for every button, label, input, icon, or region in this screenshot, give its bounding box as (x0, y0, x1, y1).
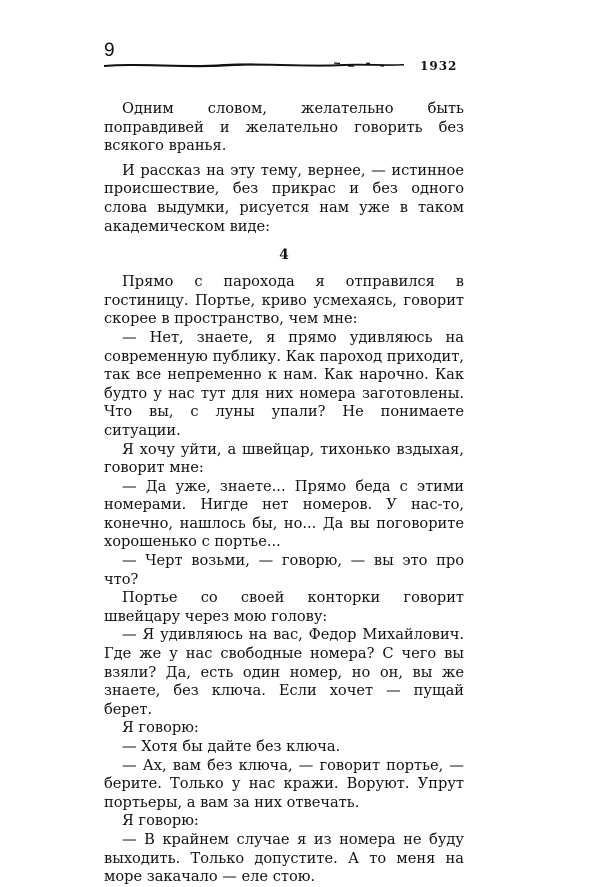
dialogue-line: — Да уже, знаете... Прямо беда с этими номерами. Нигде нет номеров. У нас-то, конечно, нашлось бы, но... Да вы поговорите хорошенько с портье... (104, 477, 464, 551)
header-rule (104, 60, 404, 70)
dialogue-line: — В крайнем случае я из номера не буду выходить. Только допустите. А то меня на море закачало — еле стою. (104, 830, 464, 886)
dialogue-line: — Ах, вам без ключа, — говорит портье, — берите. Только у нас кражи. Воруют. Упрут портьеры, а вам за них отвечать. (104, 756, 464, 811)
running-title: 1932 (420, 59, 458, 73)
paragraph: И рассказ на эту тему, вернее, — истинное происшествие, без прикрас и без одного слова выдумки, рисуется нам уже в таком академическом виде: (104, 161, 464, 235)
text-body (104, 100, 464, 887)
dialogue-line: — Черт возьми, — говорю, — вы это про что? (104, 552, 464, 588)
paragraph: Прямо с парохода я отправился в гостиницу. Портье, криво усмехаясь, говорит скорее в пространство, чем мне: (104, 273, 464, 328)
dialogue-line: — Хотя бы дайте без ключа. (122, 738, 341, 755)
paragraph: Портье со своей конторки говорит швейцару через мою голову: (104, 589, 464, 625)
dialogue-line: — Я удивляюсь на вас, Федор Михайлович. Где же у нас свободные номера? С чего вы взяли? Да, есть один номер, но он, вы же знаете, без ключа. Если хочет — пущай берет. (104, 626, 464, 718)
page-number: 9 (104, 40, 115, 61)
paragraph: Одним словом, желательно быть поправдивей и желательно говорить без всякого вранья. (104, 100, 464, 155)
section-number: 4 (279, 247, 289, 264)
paragraph: Я говорю: (122, 719, 199, 737)
paragraph: Я говорю: (122, 812, 199, 830)
dialogue-line: — Нет, знаете, я прямо удивляюсь на современную публику. Как пароход приходит, так все непременно к нам. Как нарочно. Как будто у нас тут для них номера заготовлены. Что вы, с луны упали? Не понимаете ситуации. (104, 328, 464, 439)
paragraph: Я хочу уйти, а швейцар, тихонько вздыхая, говорит мне: (104, 440, 464, 477)
